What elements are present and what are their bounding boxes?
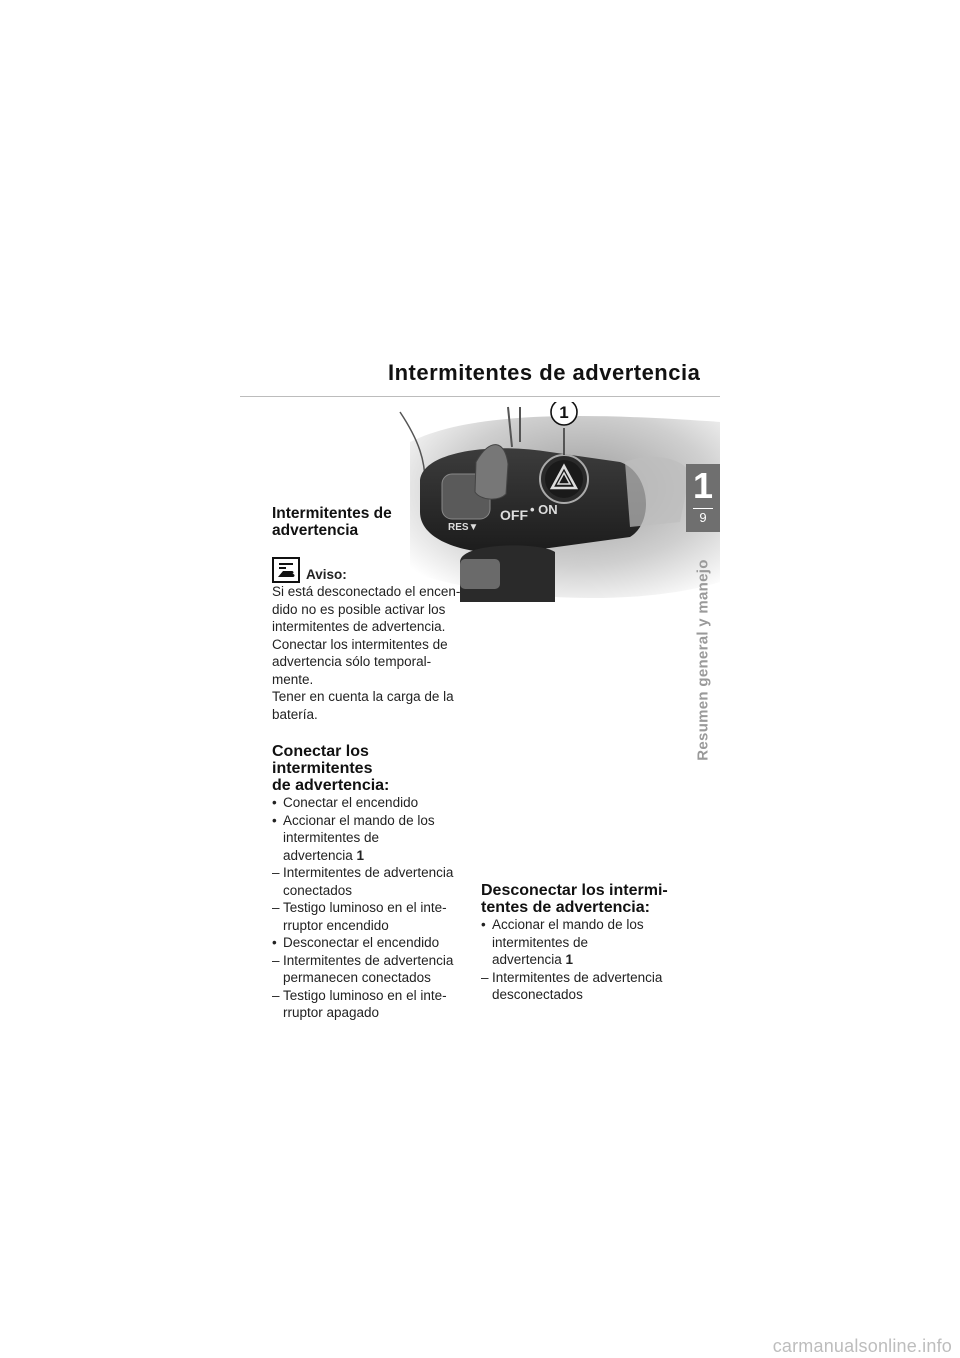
list-item: – Testigo luminoso en el inte- rruptor encendido bbox=[272, 900, 447, 933]
list-item: • Accionar el mando de los intermitentes de advertencia 1 bbox=[481, 917, 644, 967]
right-column bbox=[481, 882, 686, 1004]
page-title: Intermitentes de advertencia bbox=[388, 360, 701, 385]
list-item: – Testigo luminoso en el inte- rruptor apagado bbox=[272, 987, 447, 1020]
chapter-divider bbox=[693, 508, 713, 509]
callout-1: 1 bbox=[559, 403, 569, 422]
subheading-activate: Conectar los intermitentes de advertencia: bbox=[272, 743, 390, 794]
notice-text: Si está desconectado el encen- dido no es posible activar los intermitentes de advertencia. Conectar los intermitentes de advertencia sólo temporal- mente. Tener en cuenta la carga de la batería. bbox=[272, 584, 461, 722]
watermark: carmanualsonline.info bbox=[772, 1336, 952, 1356]
list-item: • Accionar el mando de los intermitentes de advertencia 1 bbox=[272, 812, 435, 863]
title-divider bbox=[240, 396, 720, 397]
chapter-side-label: Resumen general y manejo bbox=[694, 559, 712, 761]
list-item: – Intermitentes de advertencia permanecen conectados bbox=[272, 952, 454, 985]
notice-block bbox=[272, 557, 472, 723]
list-item: – Intermitentes de advertencia conectados bbox=[272, 865, 454, 898]
deactivate-steps bbox=[481, 916, 686, 1004]
list-item: • Conectar el encendido bbox=[272, 795, 419, 810]
chapter-tab bbox=[686, 464, 720, 532]
list-item: – Intermitentes de advertencia desconectados bbox=[481, 969, 663, 1002]
left-column bbox=[272, 505, 472, 1022]
activate-steps bbox=[272, 794, 472, 1022]
svg-text:OFF: OFF bbox=[500, 507, 528, 523]
section-heading: Intermitentes de advertencia bbox=[272, 505, 392, 539]
page-number: 9 bbox=[699, 510, 707, 525]
notice-header bbox=[272, 557, 472, 583]
chapter-number: 1 bbox=[692, 465, 714, 506]
list-item: • Desconectar el encendido bbox=[272, 935, 440, 950]
svg-text:RES▼: RES▼ bbox=[448, 522, 479, 533]
svg-text:• ON: • ON bbox=[530, 502, 558, 517]
notice-label: Aviso: bbox=[306, 566, 347, 582]
notice-icon bbox=[272, 557, 300, 583]
subheading-deactivate: Desconectar los intermi- tentes de advertencia: bbox=[481, 882, 668, 916]
